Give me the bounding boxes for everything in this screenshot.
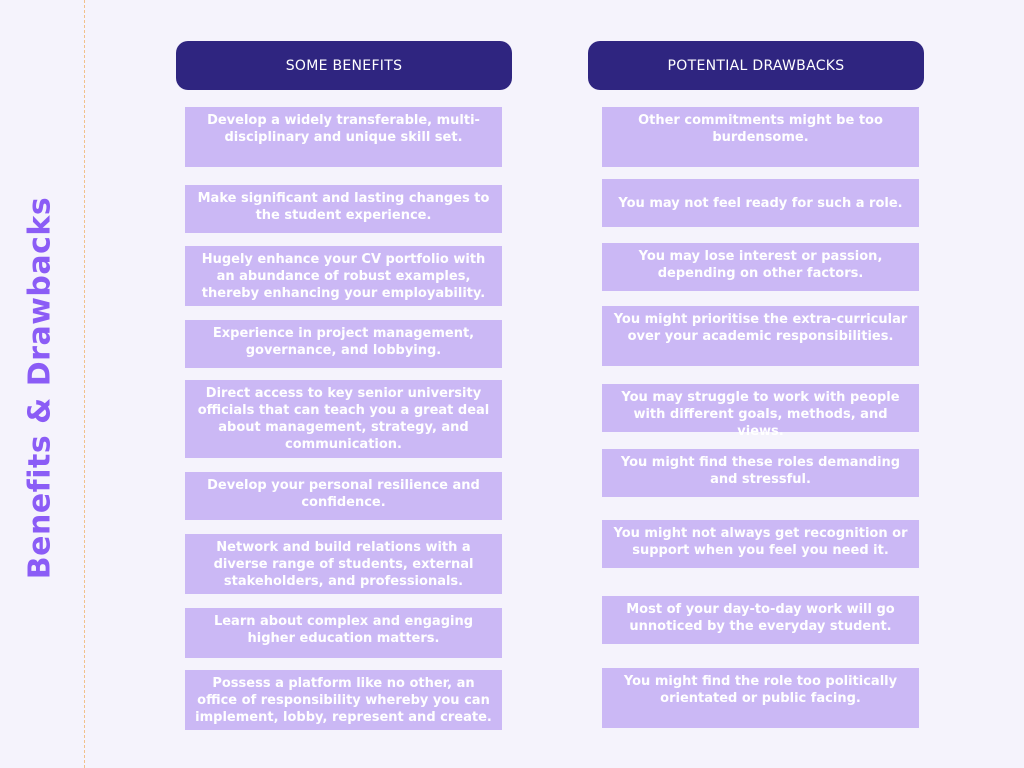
benefits-header — [176, 41, 512, 90]
drawback-card — [602, 107, 919, 167]
benefit-text: Develop your personal resilience and confidence. — [207, 478, 480, 510]
benefit-text: Develop a widely transferable, multi-disciplinary and unique skill set. — [207, 113, 480, 145]
benefit-card — [185, 472, 502, 520]
benefit-text: Possess a platform like no other, an office of responsibility whereby you can implement, lobby, represent and create. — [195, 675, 492, 725]
drawback-text: You may lose interest or passion, depending on other factors. — [638, 249, 883, 281]
drawback-card — [602, 520, 919, 568]
drawback-text: You might find these roles demanding and stressful. — [620, 455, 901, 487]
benefit-card — [185, 320, 502, 368]
drawback-card — [602, 179, 919, 227]
benefit-card — [185, 380, 502, 458]
drawbacks-header-label: POTENTIAL DRAWBACKS — [667, 57, 845, 74]
drawback-text: Most of your day-to-day work will go unnoticed by the everyday student. — [626, 602, 895, 634]
drawback-card — [602, 306, 919, 366]
side-title: Benefits & Drawbacks — [22, 196, 58, 580]
drawback-card — [602, 384, 919, 439]
drawbacks-header — [588, 41, 924, 90]
drawback-text: You might prioritise the extra-curricular over your academic responsibilities. — [613, 312, 908, 344]
benefit-text: Hugely enhance your CV portfolio with an abundance of robust examples, thereby enhancing your employability. — [201, 251, 486, 301]
benefit-text: Network and build relations with a diverse range of students, external stakeholders, and professionals. — [213, 539, 474, 589]
drawback-text: You may struggle to work with people with different goals, methods, and views. — [621, 390, 900, 439]
drawback-card — [602, 668, 919, 728]
benefit-card — [185, 608, 502, 658]
benefit-card — [185, 107, 502, 167]
benefit-card — [185, 246, 502, 306]
drawback-card — [602, 596, 919, 644]
benefit-card — [185, 534, 502, 594]
drawback-text: You might not always get recognition or support when you feel you need it. — [613, 526, 908, 558]
benefit-text: Learn about complex and engaging higher education matters. — [213, 614, 474, 646]
drawback-card — [602, 243, 919, 291]
benefit-card — [185, 185, 502, 233]
left-sidebar — [0, 0, 85, 768]
benefit-text: Experience in project management, governance, and lobbying. — [212, 326, 475, 358]
drawback-text: Other commitments might be too burdensome. — [638, 113, 883, 145]
benefits-header-label: SOME BENEFITS — [285, 57, 403, 74]
drawback-text: You may not feel ready for such a role. — [618, 195, 903, 211]
drawback-card — [602, 449, 919, 497]
benefit-card — [185, 670, 502, 730]
drawback-text: You might find the role too politically orientated or public facing. — [623, 674, 898, 706]
benefit-text: Direct access to key senior university officials that can teach you a great deal about management, strategy, and communication. — [197, 386, 490, 452]
benefit-text: Make significant and lasting changes to the student experience. — [197, 191, 490, 223]
